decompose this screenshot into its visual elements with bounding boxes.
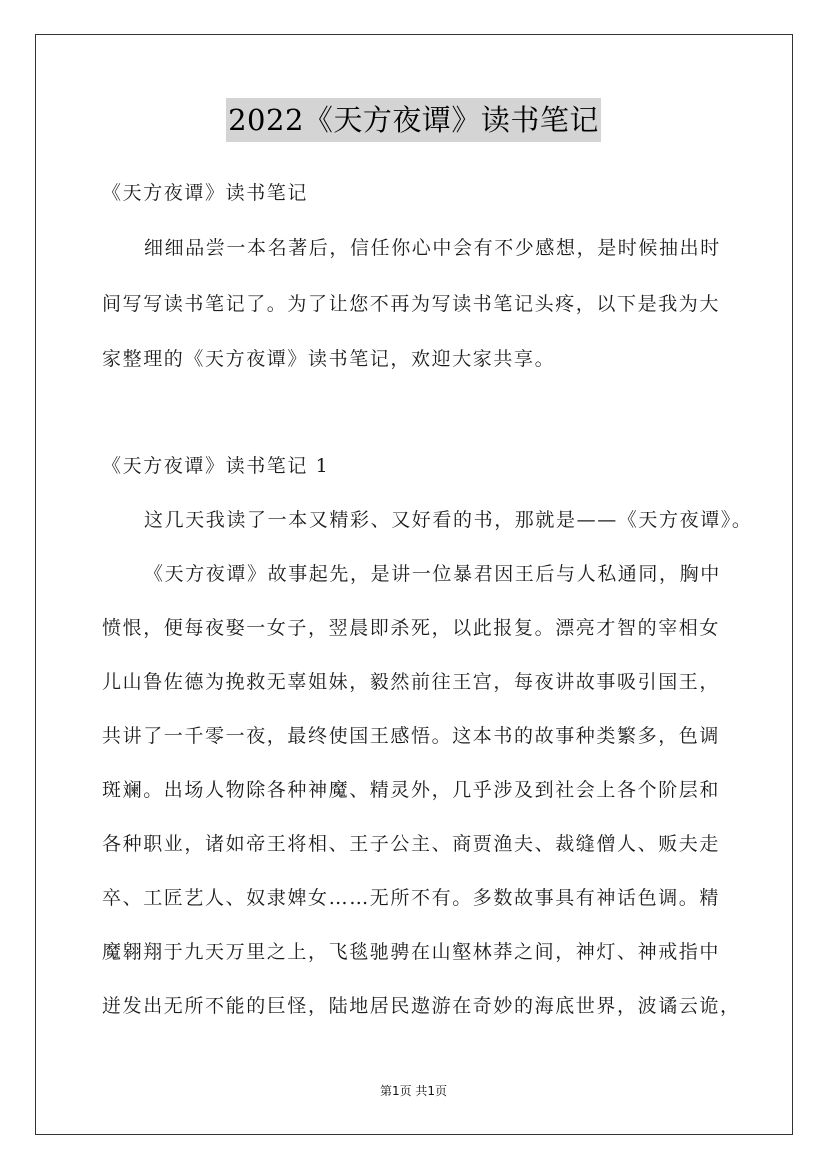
body-line-9: 魔翱翔于九天万里之上，飞毯驰骋在山壑林莽之间，神灯、神戒指中 xyxy=(102,941,721,963)
body-line-4: 儿山鲁佐德为挽救无辜姐妹，毅然前往王宫，每夜讲故事吸引国王， xyxy=(102,671,721,693)
body-line-2: 《天方夜谭》故事起先，是讲一位暴君因王后与人私通同，胸中 xyxy=(144,563,721,585)
body-line-10: 迸发出无所不能的巨怪，陆地居民遨游在奇妙的海底世界，波谲云诡， xyxy=(102,995,741,1017)
intro-line-1: 细细品尝一本名著后，信任你心中会有不少感想，是时候抽出时 xyxy=(144,237,721,259)
document-title: 2022《天方夜谭》读书笔记 xyxy=(226,98,601,142)
subtitle: 《天方夜谭》读书笔记 xyxy=(102,182,309,204)
title-container xyxy=(0,98,827,142)
page-footer: 第1页 共1页 xyxy=(379,1084,448,1098)
body-line-8: 卒、工匠艺人、奴隶婢女……无所不有。多数故事具有神话色调。精 xyxy=(102,887,721,909)
body-line-6: 斑斓。出场人物除各种神魔、精灵外，几乎涉及到社会上各个阶层和 xyxy=(102,779,721,801)
section-heading: 《天方夜谭》读书笔记 1 xyxy=(102,455,330,477)
body-line-3: 愤恨，便每夜娶一女子，翌晨即杀死，以此报复。漂亮才智的宰相女 xyxy=(102,617,721,639)
body-line-7: 各种职业，诸如帝王将相、王子公主、商贾渔夫、裁缝僧人、贩夫走 xyxy=(102,833,721,855)
intro-line-2: 间写写读书笔记了。为了让您不再为写读书笔记头疼，以下是我为大 xyxy=(102,293,721,315)
body-line-5: 共讲了一千零一夜，最终使国王感悟。这本书的故事种类繁多，色调 xyxy=(102,725,721,747)
body-line-1: 这几天我读了一本又精彩、又好看的书，那就是——《天方夜谭》。 xyxy=(144,509,753,531)
intro-line-3: 家整理的《天方夜谭》读书笔记，欢迎大家共享。 xyxy=(102,348,556,370)
